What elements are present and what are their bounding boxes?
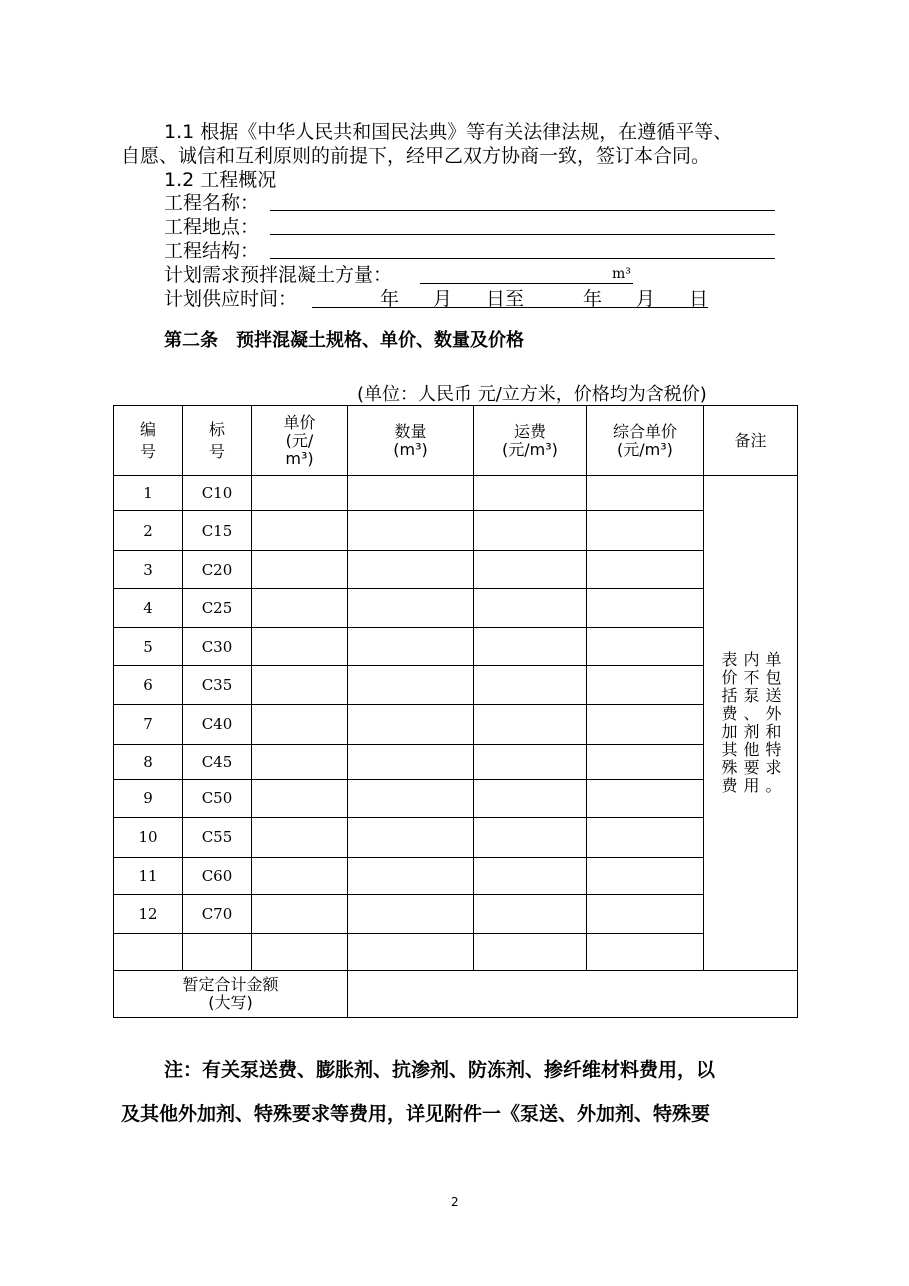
clause-1-1-line2: 自愿、诚信和互利原则的前提下，经甲乙双方协商一致，签订本合同。 — [121, 145, 711, 167]
planned-volume-label: 计划需求预拌混凝土方量： — [164, 264, 393, 286]
row-grade: C25 — [183, 589, 252, 628]
row-no: 8 — [114, 744, 183, 779]
cell-unit-price[interactable] — [252, 589, 348, 628]
row-grade: C50 — [183, 779, 252, 817]
row-no: 9 — [114, 779, 183, 817]
row-no: 4 — [114, 589, 183, 628]
cell-combined-price[interactable] — [587, 857, 704, 894]
cell-quantity[interactable] — [348, 817, 474, 857]
cell-quantity[interactable] — [348, 476, 474, 511]
cell-freight[interactable] — [474, 628, 587, 666]
row-grade: C15 — [183, 511, 252, 551]
note-line2: 及其他外加剂、特殊要求等费用，详见附件一《泵送、外加剂、特殊要 — [121, 1103, 711, 1125]
header-freight: 运费 (元/m³) — [474, 406, 587, 476]
price-table — [113, 405, 798, 1018]
cell-unit-price[interactable] — [252, 894, 348, 933]
cell-freight[interactable] — [474, 705, 587, 744]
project-structure-label: 工程结构： — [164, 240, 260, 262]
project-name-label: 工程名称： — [164, 192, 260, 214]
table-row — [114, 817, 798, 857]
cell-quantity[interactable] — [348, 551, 474, 589]
cell-freight[interactable] — [474, 779, 587, 817]
cell-combined-price[interactable] — [587, 666, 704, 705]
table-row — [114, 933, 798, 970]
header-combined-price: 综合单价 (元/m³) — [587, 406, 704, 476]
project-site-field[interactable] — [270, 234, 775, 235]
cell-combined-price[interactable] — [587, 744, 704, 779]
cell-quantity[interactable] — [348, 894, 474, 933]
table-row — [114, 551, 798, 589]
cell-combined-price[interactable] — [587, 817, 704, 857]
cell-quantity[interactable] — [348, 933, 474, 970]
cell-combined-price[interactable] — [587, 476, 704, 511]
table-row — [114, 511, 798, 551]
planned-volume-field[interactable] — [420, 283, 633, 284]
table-row — [114, 589, 798, 628]
cell-freight[interactable] — [474, 744, 587, 779]
cell-quantity[interactable] — [348, 705, 474, 744]
row-no: 1 — [114, 476, 183, 511]
cell-freight[interactable] — [474, 894, 587, 933]
row-grade: C40 — [183, 705, 252, 744]
cell-unit-price[interactable] — [252, 551, 348, 589]
table-row — [114, 744, 798, 779]
cell-freight[interactable] — [474, 589, 587, 628]
row-no: 3 — [114, 551, 183, 589]
row-grade: C20 — [183, 551, 252, 589]
cell-quantity[interactable] — [348, 589, 474, 628]
clause-1-1-line1: 1.1 根据《中华人民共和国民法典》等有关法律法规，在遵循平等、 — [164, 121, 733, 143]
total-amount-field[interactable] — [348, 970, 798, 1017]
volume-unit: m³ — [612, 266, 631, 282]
row-no — [114, 933, 183, 970]
row-grade: C30 — [183, 628, 252, 666]
row-grade: C70 — [183, 894, 252, 933]
row-no: 2 — [114, 511, 183, 551]
cell-combined-price[interactable] — [587, 894, 704, 933]
cell-unit-price[interactable] — [252, 744, 348, 779]
cell-freight[interactable] — [474, 511, 587, 551]
article-2-title: 第二条 预拌混凝土规格、单价、数量及价格 — [164, 330, 524, 351]
project-structure-field[interactable] — [270, 258, 775, 259]
supply-start-month: 月 — [433, 288, 453, 310]
clause-1-2-title: 1.2 工程概况 — [164, 169, 277, 191]
cell-quantity[interactable] — [348, 628, 474, 666]
cell-unit-price[interactable] — [252, 476, 348, 511]
cell-combined-price[interactable] — [587, 779, 704, 817]
supply-end-year: 年 — [583, 288, 603, 310]
row-grade: C35 — [183, 666, 252, 705]
table-row — [114, 894, 798, 933]
cell-unit-price[interactable] — [252, 705, 348, 744]
cell-quantity[interactable] — [348, 666, 474, 705]
cell-freight[interactable] — [474, 551, 587, 589]
row-grade: C60 — [183, 857, 252, 894]
header-remark: 备注 — [704, 406, 798, 476]
header-quantity: 数量 (m³) — [348, 406, 474, 476]
row-grade: C10 — [183, 476, 252, 511]
page-number: 2 — [451, 1195, 459, 1209]
row-no: 7 — [114, 705, 183, 744]
remark-cell: 表内单价不包括泵送费、外加剂和其他特殊要求费用。 — [704, 476, 798, 971]
row-no: 12 — [114, 894, 183, 933]
cell-unit-price[interactable] — [252, 933, 348, 970]
cell-quantity[interactable] — [348, 779, 474, 817]
cell-unit-price[interactable] — [252, 779, 348, 817]
cell-unit-price[interactable] — [252, 857, 348, 894]
table-row — [114, 476, 798, 511]
cell-unit-price[interactable] — [252, 817, 348, 857]
cell-combined-price[interactable] — [587, 511, 704, 551]
supply-time-label: 计划供应时间： — [164, 288, 298, 310]
cell-combined-price[interactable] — [587, 933, 704, 970]
supply-start-day-to: 日至 — [486, 288, 525, 310]
cell-quantity[interactable] — [348, 511, 474, 551]
table-header-row — [114, 406, 798, 476]
cell-combined-price[interactable] — [587, 589, 704, 628]
row-grade: C45 — [183, 744, 252, 779]
cell-freight[interactable] — [474, 857, 587, 894]
cell-unit-price[interactable] — [252, 511, 348, 551]
table-row — [114, 705, 798, 744]
cell-combined-price[interactable] — [587, 705, 704, 744]
table-row — [114, 779, 798, 817]
table-row — [114, 628, 798, 666]
cell-unit-price[interactable] — [252, 628, 348, 666]
header-no: 编号 — [114, 406, 183, 476]
total-row — [114, 970, 798, 1017]
cell-freight[interactable] — [474, 933, 587, 970]
cell-freight[interactable] — [474, 476, 587, 511]
cell-combined-price[interactable] — [587, 551, 704, 589]
table-row — [114, 857, 798, 894]
row-no: 10 — [114, 817, 183, 857]
row-no: 5 — [114, 628, 183, 666]
cell-quantity[interactable] — [348, 857, 474, 894]
cell-combined-price[interactable] — [587, 628, 704, 666]
supply-start-year: 年 — [380, 288, 400, 310]
cell-quantity[interactable] — [348, 744, 474, 779]
supply-end-day: 日 — [689, 288, 709, 310]
header-unit-price: 单价 (元/ m³) — [252, 406, 348, 476]
total-label: 暂定合计金额 (大写) — [114, 970, 348, 1017]
row-grade — [183, 933, 252, 970]
project-name-field[interactable] — [270, 210, 775, 211]
supply-end-month: 月 — [636, 288, 656, 310]
header-grade: 标号 — [183, 406, 252, 476]
row-no: 6 — [114, 666, 183, 705]
cell-freight[interactable] — [474, 666, 587, 705]
cell-freight[interactable] — [474, 817, 587, 857]
row-grade: C55 — [183, 817, 252, 857]
project-site-label: 工程地点： — [164, 216, 260, 238]
cell-unit-price[interactable] — [252, 666, 348, 705]
unit-note: (单位：人民币 元/立方米，价格均为含税价) — [357, 384, 707, 405]
note-line1: 注：有关泵送费、膨胀剂、抗渗剂、防冻剂、掺纤维材料费用，以 — [164, 1059, 716, 1081]
row-no: 11 — [114, 857, 183, 894]
table-row — [114, 666, 798, 705]
